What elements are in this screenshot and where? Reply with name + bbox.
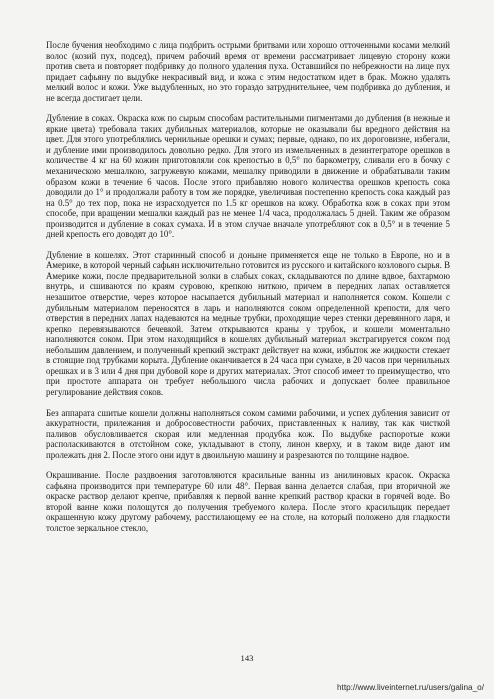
paragraph-tanning-in-bags: Дубление в кошелях. Этот старинный способ и доныне применяется еще не только в Европе, но и в Америке, в которой черный сафьян исключительно готовится из русского и китайского козлового сырья. В Америке кожи, после предварительной золки в слабых соках, складываются по длине вдвое, бахтармою внутрь, и сшиваются по краям суровою, крепкою ниткою, причем в передних лапах оставляется незашитое отверстие, через которое насыпается дубильный материал и наполняется соком. Кошели с дубильным материалом переносятся в ларь и наполняются соком определенной крепости, для чего отверстия в передних лапах надеваются на медные трубки, проходящие через стенки деревянного ларя, и крепко перевязываются бечевкой. Затем открываются краны у трубок, и кошели моментально наполняются соком. При этом находящийся в кошелях дубильный материал экстрагируется соком под небольшим давлением, и полученный крепкий экстракт действует на кожи, избыток же жидкости стекает в стоящие под трубками корыта. Дубление оканчивается в 24 часа при сумахе, в 20 часов при чернильных орешках и в 3 или 4 дня при дубовой коре и других материалах. Этот способ имеет то преимущество, что при простоте аппарата он требует небольшого числа рабочих и допускает более правильное регулирование действия соков. [46, 249, 450, 397]
paragraph-manual-filling: Без аппарата сшитые кошели должны наполняться соком самими рабочими, и успех дубления зависит от аккуратности, прилежания и добросовестности рабочих, приставленных к наливу, так как чисткой паливов обусловливается скорая или медленная продубка кож. По выдубке распоротые кожи располаскиваются в отстойном соке, укладывают в стопу, линон кверху, и в таком виде дают им пролежать дня 2. После этого они идут в двоильную машину и разрезаются по толщине надвое. [46, 407, 450, 460]
footer-url: http://www.liveinternet.ru/users/galina_o/ [337, 683, 484, 692]
page-number: 143 [240, 653, 254, 663]
paragraph-intro: После бучения необходимо с лица подбрить острыми бритвами или хорошо отточенными косами мелкий волос (козий пух, подсед), причем рабочий время от времени рассматривает лицевую сторону кожи против света и повторяет подбривку до полного удаления пуха. Оставшийся по небрежности на лице пух придает сафьяну по выдубке некрасивый вид, и кожа с этим недостатком идет в брак. Можно удалять мелкий волос и кожи. Уже выдубленных, но это гораздо затруднительнее, чем подбривка до дубления, и не всегда достигает цели. [46, 40, 450, 103]
paragraph-dyeing: Окрашивание. После раздвоения заготовляются красильные ванны из анилиновых красок. Окраска сафьяна производится при температуре 60 или 48°. Первая ванна делается слабая, при вторичной же окраске раствор делают крепче, прибавляя к первой ванне крепкий раствор краски в горячей воде. Во второй ванне кожи полощутся до получения требуемого колера. После этого красильщик передает окрашенную кожу другому рабочему, расстилающему ее на столе, на который положено для гладкости толстое зеркальное стекло, [46, 470, 450, 533]
paragraph-tanning-in-juices: Дубление в соках. Окраска кож по сырым способам растительными пигментами до дубления (в нежные и яркие цвета) требовала таких дубильных материалов, которые не оказывали бы вредного действия на цвет. Для этого употреблялись чернильные орешки и сумах; первые, однако, по их дороговизне, избегали, и дубление ими производилось довольно редко. Для этого из измельченных в дезинтеграторе орешков в количестве 4 кг на 60 кожин приготовляли сок крепостью в 0,5° по баркометру, сливали его в бочку с механическою мешалкою, загружевую кожами, мешалку приводили в движение и обрабатывали таким образом кожи в течение 6 часов. После этого прибавляю нового количества орешков крепость сока доводили до 1° и продолжали работу в том же порядке, увеличивая постепенно крепость сока каждый раз на 0.5° до тех пор, пока не израсходуется по 1.5 кг орешков на кожу. Обработка кож в соках при этом способе, при вращении мешалки каждый раз не менее 1/4 часа, продолжалась 5 дней. Таким же образом производится и дубление в соках сумаха. И в этом случае вначале употребляют сок в 0,5° и в течение 5 дней крепость его доводят до 10°. [46, 113, 450, 240]
